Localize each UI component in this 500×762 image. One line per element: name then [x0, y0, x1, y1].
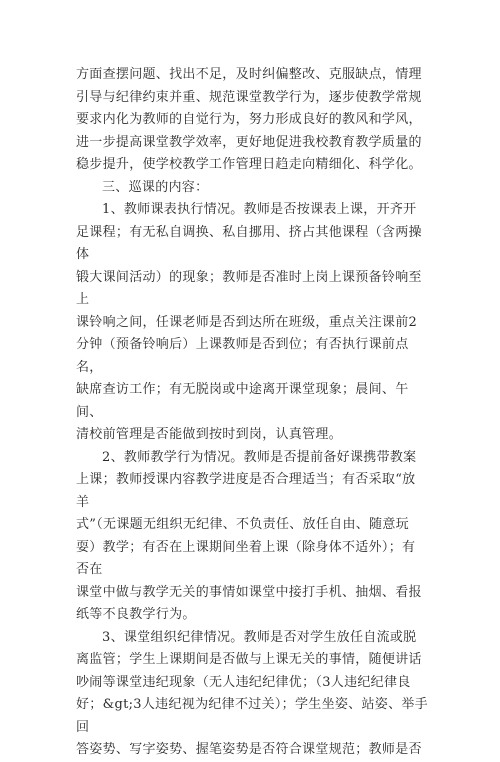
text-line: 上课；教师授课内容教学进度是否合理适当；有否采取“放羊 [76, 472, 416, 510]
text-line: 课铃响之间，任课老师是否到达所在班级，重点关注课前2 [76, 314, 418, 330]
text-line: 纸等不良教学行为。 [76, 607, 196, 622]
text-line: 式”（无课题无组织无纪律、不负责任、放任自由、随意玩 [76, 517, 409, 532]
text-line: 清校前管理是否能做到按时到岗，认真管理。 [76, 427, 343, 442]
paragraph-item-1 [76, 199, 428, 447]
section-heading [76, 177, 428, 200]
text-line: 要求内化为教师的自觉行为，努力形成良好的教风和学风， [76, 112, 422, 127]
paragraph-item-3 [76, 627, 428, 762]
text-line: 锻大课间活动）的现象；教师是否准时上岗上课预备铃响至上 [76, 269, 422, 307]
text-line: 课堂中做与教学无关的事情如课堂中接打手机、抽烟、看报 [76, 584, 422, 600]
text-line: 1、教师课表执行情况。教师是否按课表上课，开齐开 [102, 202, 417, 217]
text-line: 进一步提高课堂教学效率，更好地促进我校教育教学质量的 [76, 134, 422, 150]
text-line: 分钟（预备铃响后）上课教师是否到位；有否执行课前点名， [76, 337, 409, 375]
text-line: 好；&gt;3人违纪视为纪律不过关）；学生坐姿、站姿、举手回 [76, 697, 428, 735]
heading-text: 三、巡课的内容： [102, 179, 209, 195]
paragraph-intro [76, 64, 428, 177]
paragraph-item-2 [76, 447, 428, 627]
text-line: 离监管；学生上课期间是否做与上课无关的事情，随便讲话 [76, 652, 422, 667]
text-line: 引导与纪律约束并重、规范课堂教学行为，逐步使教学常规 [76, 89, 422, 105]
text-line: 缺席查访工作；有无脱岗或中途离开课堂现象；晨间、午间、 [76, 382, 409, 420]
document-body [76, 64, 428, 762]
text-line: 足课程；有无私自调换、私自挪用、挤占其他课程（含两操体 [76, 224, 422, 262]
text-line: 2、教师教学行为情况。教师是否提前备好课携带教案 [102, 449, 417, 465]
text-line: 方面查摆问题、找出不足，及时纠偏整改、克服缺点，情理 [76, 67, 422, 82]
text-line: 耍）教学；有否在上课期间坐着上课（除身体不适外）；有否在 [76, 539, 416, 577]
text-line: 3、课堂组织纪律情况。教师是否对学生放任自流或脱 [102, 629, 417, 645]
text-line: 稳步提升，使学校教学工作管理日趋走向精细化、科学化。 [76, 157, 422, 172]
text-line: 吵闹等课堂违纪现象（无人违纪纪律优；（3人违纪纪律良 [76, 674, 411, 690]
text-line: 答姿势、写字姿势、握笔姿势是否符合课堂规范；教师是否 [76, 742, 422, 757]
